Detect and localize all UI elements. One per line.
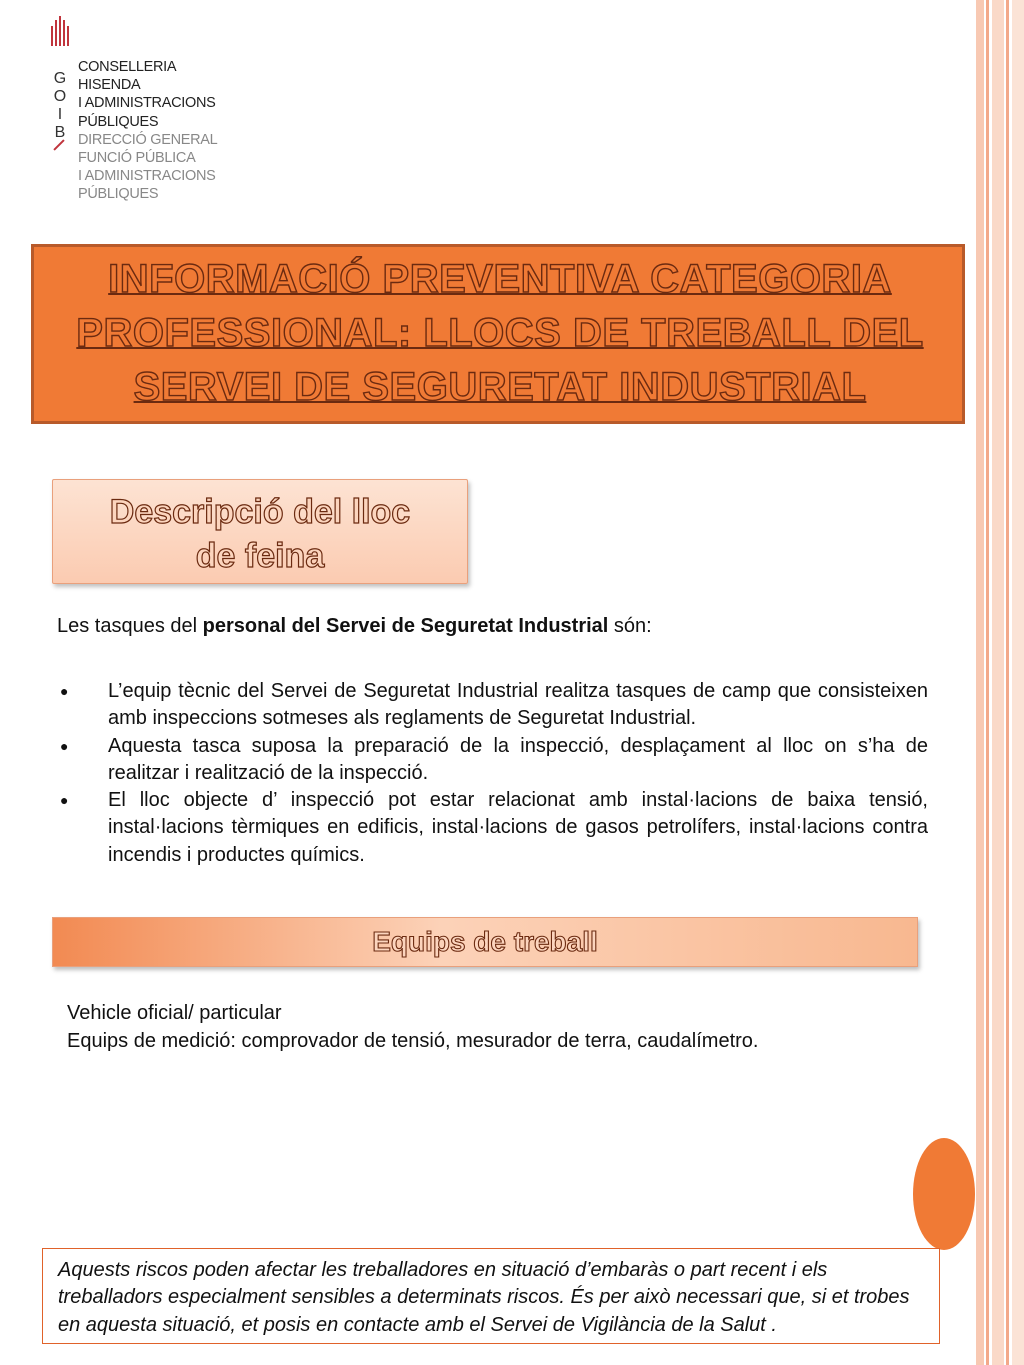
decorative-oval [913,1138,975,1250]
goib-emblem-icon [48,14,78,50]
list-item: ● El lloc objecte d’ inspecció pot estar relacionat amb instal·lacions de baixa tensió, instal·lacions tèrmiques en edificis, instal·lacions de gasos petrolífers, instal·lacions contra incendis i productes químics. [60,789,928,866]
goib-letters: G O I B [53,70,67,141]
list-item: ● Aquesta tasca suposa la preparació de la inspecció, desplaçament al lloc on s’ha de realitzar i realització de la inspecció. [60,734,928,784]
page-title: INFORMACIÓ PREVENTIVA CATEGORIA PROFESSIONAL: LLOCS DE TREBALL DEL SERVEI DE SEGURETAT INDUSTRIAL [76,257,924,409]
equipment-heading: Equips de treball [372,926,598,957]
equipment-line: Equips de medició: comprovador de tensió, mesurador de terra, caudalímetro. [67,1029,759,1052]
bullet-icon: ● [60,737,69,754]
goib-logo [48,14,248,214]
decorative-stripes [976,0,1024,1365]
description-heading: Descripció del lloc de feina [109,493,411,575]
equipment-list [67,1000,758,1055]
logo-text: CONSELLERIA HISENDA I ADMINISTRACIONS PÚBLIQUES DIRECCIÓ GENERAL FUNCIÓ PÚBLICA I ADMINISTRACIONS PÚBLIQUES [78,59,218,203]
equipment-line: Vehicle oficial/ particular [67,1002,282,1024]
risk-note: Aquests riscos poden afectar les treballadores en situació d’embaràs o part recent i els treballadors especialment sensibles a determinats riscos. És per això necessari que, si et trobes en aquesta situació, et posis en contacte amb el Servei de Vigilància de la Salut . [58,1259,910,1336]
bullet-icon: ● [60,683,69,699]
list-item: ● L’equip tècnic del Servei de Seguretat Industrial realitza tasques de camp que consisteixen amb inspeccions sotmeses als reglaments de Seguretat Industrial. [60,680,928,730]
task-list [56,678,928,869]
description-intro: Les tasques del personal del Servei de Seguretat Industrial són: [57,615,652,637]
bullet-icon: ● [60,792,69,809]
